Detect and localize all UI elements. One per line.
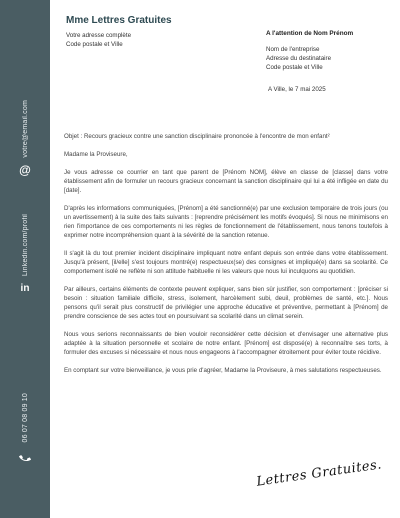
letter-body (64, 132, 388, 383)
recipient-address: Adresse du destinataire (266, 55, 332, 62)
sender-name: Mme Lettres Gratuites (66, 15, 172, 26)
recipient-postal: Code postale et Ville (266, 64, 323, 71)
letter-paragraph: Nous vous serions reconnaissants de bien vouloir reconsidérer cette décision et d'envisager une alternative plus adaptée à la situation personnelle et scolaire de notre enfant. [Prénom] est disposé(e) à reconnaître ses torts, à formuler des excuses si nécessaire et nous nous engageons à l'accompagner étroitement pour éviter toute récidive. (64, 330, 388, 357)
sidebar (0, 0, 50, 518)
letter-page (50, 0, 400, 518)
sender-postal: Code postale et Ville (66, 41, 123, 48)
recipient-company: Nom de l'entreprise (266, 46, 320, 53)
letter-date: A Ville, le 7 mai 2025 (268, 86, 326, 93)
letter-paragraph: Par ailleurs, certains éléments de contexte peuvent expliquer, sans bien sûr justifier, son comportement : [préciser si besoin : situation familiale difficile, stress, isolement, harcèlement subi, deuil, problèmes de santé, etc.]. Nous pensons qu'il serait plus constructif de privilégier une approche éducative et préventive, permettant à [Prénom] de prendre conscience de ses actes tout en poursuivant sa scolarité dans un climat serein. (64, 285, 388, 321)
sidebar-phone (0, 393, 50, 469)
linkedin-icon: in (20, 283, 30, 295)
letter-paragraph: Il s'agit là du tout premier incident disciplinaire impliquant notre enfant depuis son entrée dans votre établissement. Jusqu'à présent, [il/elle] s'est toujours montré(e) respectueux(se) des consignes et impliqué(e) dans sa scolarité. Ce comportement isolé ne reflète ni son attitude habituelle ni les valeurs que nous lui inculquons au quotidien. (64, 250, 388, 276)
sidebar-linkedin (0, 214, 50, 294)
sender-address-block (66, 31, 131, 49)
linkedin-text[interactable]: Linkedin.com/profil (21, 214, 29, 277)
recipient-address-block (266, 45, 331, 72)
phone-icon (19, 451, 31, 469)
signature: Lettres Gratuites. (255, 457, 383, 490)
letter-object: Objet : Recours gracieux contre une sanction disciplinaire prononcée à l'encontre de mon enfant² (64, 133, 330, 140)
email-text[interactable]: votre@email.com (21, 100, 29, 158)
sidebar-email (0, 100, 50, 176)
at-icon: @ (19, 162, 31, 177)
letter-paragraph: Je vous adresse ce courrier en tant que parent de [Prénom NOM], élève en classe de [classe] dans votre établissement afin de formuler un recours gracieux concernant la sanction disciplinaire qui lui a été infligée en date du [date]. (64, 169, 388, 195)
letter-greeting: Madame la Proviseure, (64, 151, 128, 159)
letter-closing: En comptant sur votre bienveillance, je vous prie d'agréer, Madame la Proviseure, à mes salutations respectueuses. (64, 366, 382, 374)
phone-text[interactable]: 06 07 08 09 10 (21, 393, 29, 443)
letter-paragraph: D'après les informations communiquées, [Prénom] a été sanctionné(e) par une exclusion temporaire de trois jours (ou un avertissement) à la suite des faits suivants : [reprendre précisément les motifs évoqués]. Si nous ne minimisons en rien l'importance de ces comportements ni les règles de fonctionnement de l'établissement, nous tenons toutefois à exprimer notre incompréhension quant à la sévérité de la sanction retenue. (64, 205, 388, 240)
recipient-title: A l'attention de Nom Prénom (266, 30, 354, 37)
sender-address: Votre adresse complète (66, 32, 132, 39)
